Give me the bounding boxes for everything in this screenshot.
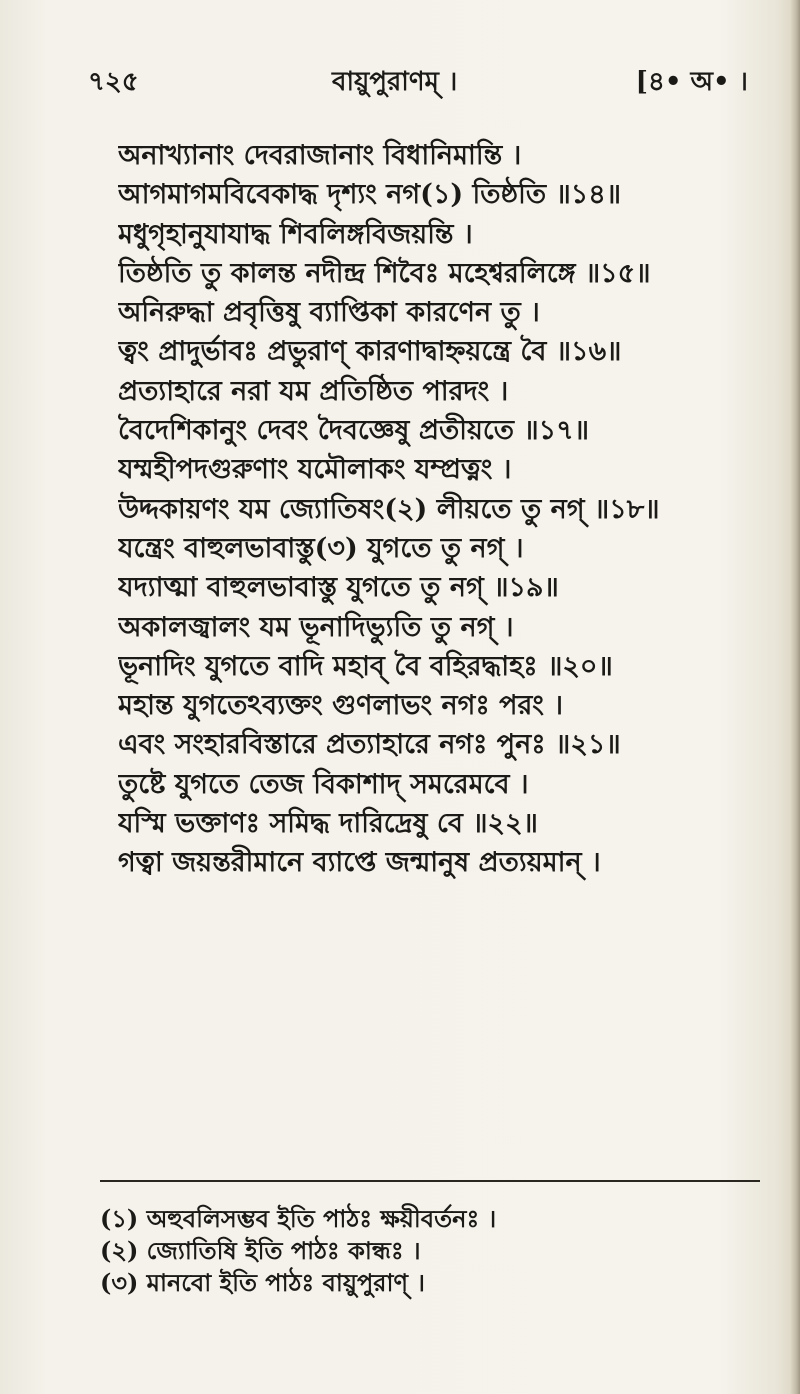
page-number: ৭২৫ [88,67,139,97]
verse-line: এবং সংহারবিস্তারে প্রত্যাহারে নগঃ পুনঃ ॥২১॥ [118,729,621,761]
verse-line: ভূনাদিং যুগতে বাদি মহাব্ বৈ বহিরদ্ধাহঃ ॥২০॥ [118,650,613,682]
verse-line: অনিরুদ্ধা প্রবৃত্তিষু ব্যাপ্তিকা কারণেন তু । [118,297,540,329]
verse-line: যন্ত্রেং বাহুলভাবাস্তু(৩) যুগতে তু নগ্ । [118,532,524,564]
verse-line: ত্বং প্রাদুর্ভাবঃ প্রভুরাণ্ কারণাদ্বাহ্নয়ন্ত্রে বৈ ॥১৬॥ [118,336,622,368]
verse-line: অকালজ্বালং যম ভূনাদিভ্যুতি তু নগ্ । [118,611,514,643]
verse-line: তুষ্টে যুগতে তেজ বিকাশাদ্ সমরেমবে । [118,768,529,800]
page-header [88,62,748,102]
footnotes [100,1203,740,1299]
verse-line: গত্বা জয়ন্তরীমানে ব্যাপ্তে জন্মানুষ প্রত্যয়মান্ । [118,847,601,879]
footnote: (১) অহুবলিসম্ভব ইতি পাঠঃ ক্ষয়ীবর্তনঃ । [100,1204,497,1233]
verse-line: বৈদেশিকানুং দেবং দৈবজ্ঞেষু প্রতীয়তে ॥১৭॥ [118,415,590,447]
footnote-divider [100,1180,760,1182]
verse-line: মধুগৃহানুযাযাদ্ধ শিবলিঙ্গবিজয়ন্তি । [118,218,473,250]
verse-block [118,136,758,883]
section-reference: [৪• অ• । [635,67,748,97]
verse-line: উদ্দকায়ণং যম জ্যোতিষং(২) লীয়তে তু নগ্ ॥১৮॥ [118,493,660,525]
verse-line: অনাখ্যানাং দেবরাজানাং বিধানিমান্তি । [118,140,522,171]
verse-line: যম্মহীপদগুরুণাং যমৌলাকং যম্প্রত্নং । [118,454,512,486]
verse-line: প্রত্যাহারে নরা যম প্রতিষ্ঠিত পারদং । [118,375,509,407]
verse-line: যদ্যাত্মা বাহুলভাবাস্তু যুগতে তু নগ্ ॥১৯॥ [118,572,559,604]
running-title: বায়ুপুরাণম্ । [332,67,458,97]
verse-line: তিষ্ঠতি তু কালন্ত নদীন্দ্র শিবৈঃ মহেশ্বরলিঙ্গে ॥১৫॥ [118,257,651,289]
page-spine-shadow [790,0,800,1394]
verse-line: আগমাগমবিবেকাদ্ধ দৃশ্যং নগ(১) তিষ্ঠতি ॥১৪॥ [118,179,622,211]
verse-line: মহান্ত যুগতেঽব্যক্তং গুণলাভং নগঃ পরং । [118,690,563,722]
verse-line: যস্মি ভক্তাণঃ সমিদ্ধ দারিদ্রেষু বে ॥২২॥ [118,808,538,840]
footnote: (৩) মানবো ইতি পাঠঃ বায়ুপুরাণ্ । [100,1268,425,1297]
footnote: (২) জ্যোতিষি ইতি পাঠঃ কান্ধঃ । [100,1236,421,1265]
